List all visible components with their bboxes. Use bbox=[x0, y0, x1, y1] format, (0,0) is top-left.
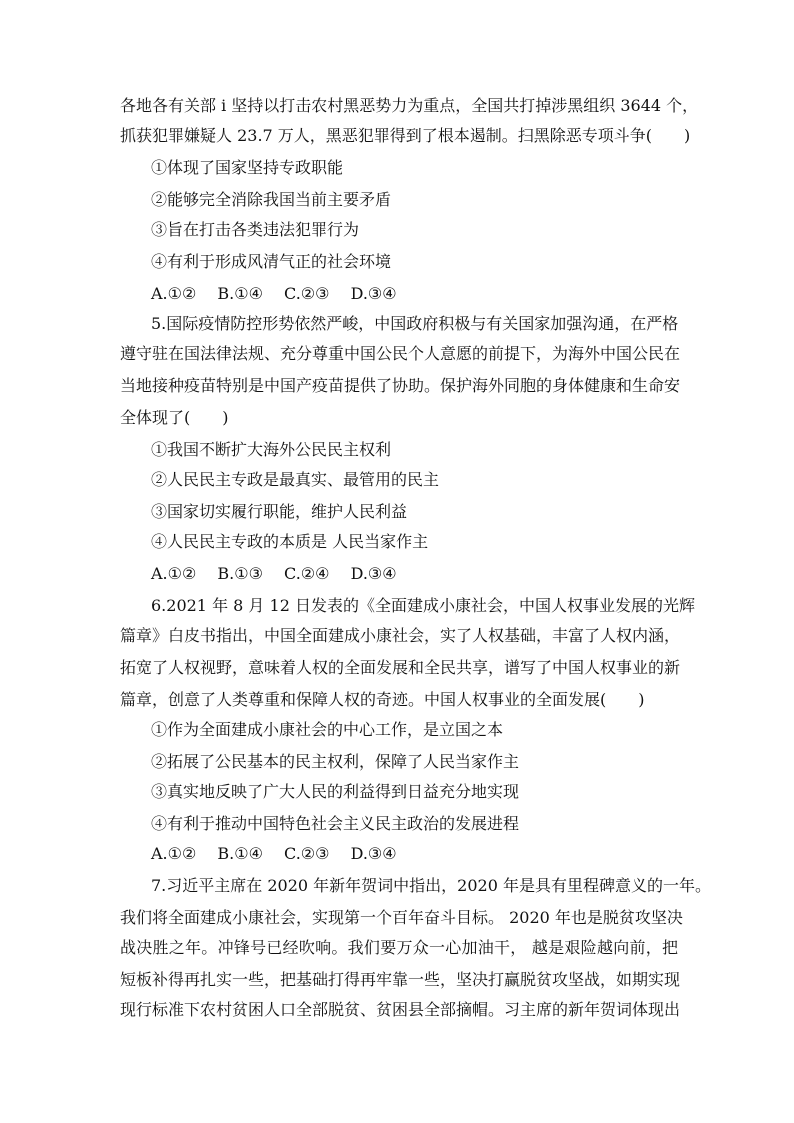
question-7-line: 现行标准下农村贫困人口全部脱贫、贫困县全部摘帽。习主席的新年贺词体现出 bbox=[120, 1000, 681, 1019]
option-statement-2: ②拓展了公民基本的民主权利，保障了人民当家作主 bbox=[151, 752, 520, 771]
question-stem-line: 抓获犯罪嫌疑人 23.7 万人，黑恶犯罪得到了根本遏制。扫黑除恶专项斗争( ) bbox=[120, 126, 691, 145]
option-statement-4: ④有利于推动中国特色社会主义民主政治的发展进程 bbox=[151, 814, 520, 833]
answer-choices: A.①② B.①④ C.②③ D.③④ bbox=[151, 284, 397, 303]
question-5-stem-end: 全体现了( ) bbox=[120, 408, 229, 427]
question-5-line: 遵守驻在国法律法规、充分尊重中国公民个人意愿的前提下，为海外中国公民在 bbox=[120, 344, 681, 363]
question-6-line: 篇章》白皮书指出，中国全面建成小康社会，实了人权基础，丰富了人权内涵， bbox=[120, 626, 681, 645]
question-7-line: 7.习近平主席在 2020 年新年贺词中指出，2020 年是具有里程碑意义的一年。 bbox=[151, 876, 711, 895]
option-statement-3: ③真实地反映了广大人民的利益得到日益充分地实现 bbox=[151, 782, 520, 801]
option-statement-3: ③旨在打击各类违法犯罪行为 bbox=[151, 220, 360, 239]
question-7-line: 短板补得再扎实一些，把基础打得再牢靠一些，坚决打赢脱贫攻坚战，如期实现 bbox=[120, 970, 681, 989]
question-5-line: 当地接种疫苗特别是中国产疫苗提供了协助。保护海外同胞的身体健康和生命安 bbox=[120, 376, 681, 395]
question-6-line: 6.2021 年 8 月 12 日发表的《全面建成小康社会，中国人权事业发展的光辉 bbox=[151, 596, 695, 615]
answer-choices: A.①② B.①③ C.②④ D.③④ bbox=[151, 564, 397, 583]
question-5-line: 5.国际疫情防控形势依然严峻，中国政府积极与有关国家加强沟通，在严格 bbox=[151, 314, 679, 333]
option-statement-4: ④人民民主专政的本质是 人民当家作主 bbox=[151, 532, 429, 551]
option-statement-2: ②人民民主专政是最真实、最管用的民主 bbox=[151, 470, 440, 489]
option-statement-1: ①我国不断扩大海外公民民主权利 bbox=[151, 440, 392, 459]
question-7-line: 战决胜之年。冲锋号已经吹响。我们要万众一心加油干， 越是艰险越向前，把 bbox=[120, 938, 678, 957]
option-statement-1: ①作为全面建成小康社会的中心工作，是立国之本 bbox=[151, 720, 504, 739]
paragraph-line: 各地各有关部 i 坚持以打击农村黑恶势力为重点，全国共打掉涉黑组织 3644 个， bbox=[120, 96, 699, 115]
option-statement-4: ④有利于形成风清气正的社会环境 bbox=[151, 252, 392, 271]
option-statement-1: ①体现了国家坚持专政职能 bbox=[151, 158, 344, 177]
question-7-line: 我们将全面建成小康社会，实现第一个百年奋斗目标。 2020 年也是脱贫攻坚决 bbox=[120, 908, 683, 927]
question-6-stem-end: 篇章，创意了人类尊重和保障人权的奇迹。中国人权事业的全面发展( ) bbox=[120, 690, 645, 709]
answer-choices: A.①② B.①④ C.②③ D.③④ bbox=[151, 844, 397, 863]
option-statement-3: ③国家切实履行职能，维护人民利益 bbox=[151, 502, 408, 521]
option-statement-2: ②能够完全消除我国当前主要矛盾 bbox=[151, 190, 392, 209]
question-6-line: 拓宽了人权视野，意味着人权的全面发展和全民共享，谱写了中国人权事业的新 bbox=[120, 658, 681, 677]
